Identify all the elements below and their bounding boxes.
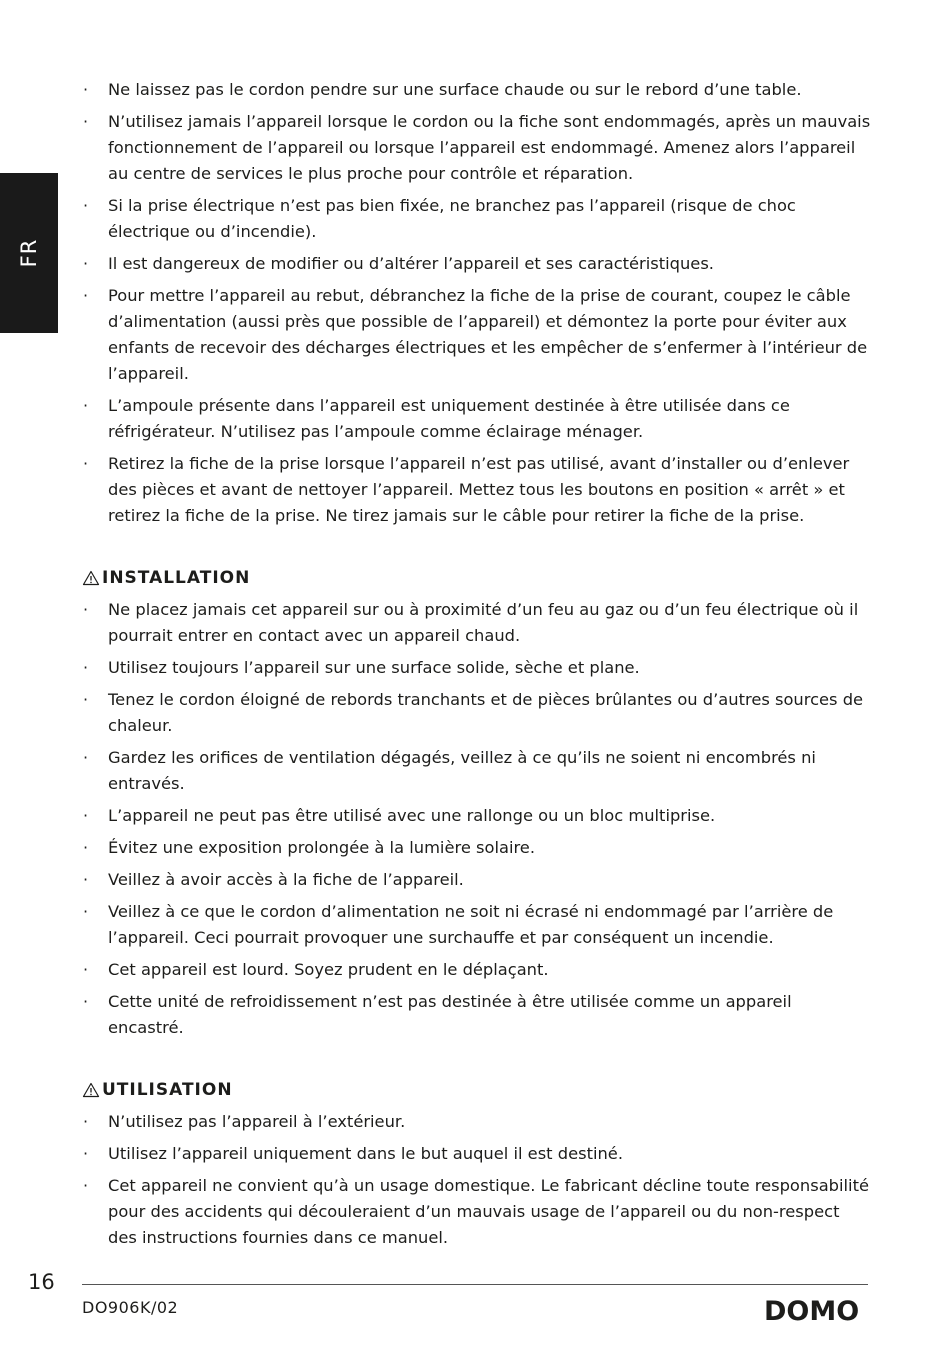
installation-list xyxy=(82,597,872,1041)
list-item: · Ne laissez pas le cordon pendre sur une surface chaude ou sur le rebord d’une table. xyxy=(82,77,872,103)
language-tab-label: FR xyxy=(17,238,41,268)
installation-heading-text: INSTALLATION xyxy=(102,568,251,588)
warning-triangle-icon xyxy=(82,1082,100,1098)
model-number: DO906K/02 xyxy=(82,1298,179,1317)
list-item: · Ne placez jamais cet appareil sur ou à proximité d’un feu au gaz ou d’un feu électrique où il pourrait entrer en contact avec un appareil chaud. xyxy=(82,597,872,649)
list-item: · Utilisez toujours l’appareil sur une surface solide, sèche et plane. xyxy=(82,655,872,681)
list-item: · N’utilisez pas l’appareil à l’extérieur. xyxy=(82,1109,872,1135)
list-item: · Utilisez l’appareil uniquement dans le but auquel il est destiné. xyxy=(82,1141,872,1167)
list-item: · Pour mettre l’appareil au rebut, débranchez la fiche de la prise de courant, coupez le câble d’alimentation (aussi près que possible de l’appareil) et démontez la porte pour éviter aux enfants de recevoir des décharges électriques et les empêcher de s’enfermer à l’intérieur de l’appareil. xyxy=(82,283,872,387)
installation-heading xyxy=(82,565,872,591)
list-item: · Veillez à ce que le cordon d’alimentation ne soit ni écrasé ni endommagé par l’arrière de l’appareil. Ceci pourrait provoquer une surchauffe et par conséquent un incendie. xyxy=(82,899,872,951)
list-item: · Retirez la fiche de la prise lorsque l’appareil n’est pas utilisé, avant d’installer ou d’enlever des pièces et avant de nettoyer l’appareil. Mettez tous les boutons en position « arrêt » et retirez la fiche de la prise. Ne tirez jamais sur le câble pour retirer la fiche de la prise. xyxy=(82,451,872,529)
utilisation-section xyxy=(82,1077,872,1251)
list-item: · Veillez à avoir accès à la fiche de l’appareil. xyxy=(82,867,872,893)
installation-section xyxy=(82,565,872,1041)
list-item: · Cet appareil est lourd. Soyez prudent en le déplaçant. xyxy=(82,957,872,983)
list-item: · Cette unité de refroidissement n’est pas destinée à être utilisée comme un appareil encastré. xyxy=(82,989,872,1041)
list-item: · Il est dangereux de modifier ou d’altérer l’appareil et ses caractéristiques. xyxy=(82,251,872,277)
page-number: 16 xyxy=(28,1270,55,1294)
list-item: · Gardez les orifices de ventilation dégagés, veillez à ce qu’ils ne soient ni encombrés ni entravés. xyxy=(82,745,872,797)
utilisation-list xyxy=(82,1109,872,1251)
list-item: · L’appareil ne peut pas être utilisé avec une rallonge ou un bloc multiprise. xyxy=(82,803,872,829)
warning-triangle-icon xyxy=(82,570,100,586)
footer-divider xyxy=(82,1284,868,1285)
brand-logo: DOMO xyxy=(764,1296,860,1327)
safety-list xyxy=(82,77,872,529)
utilisation-heading xyxy=(82,1077,872,1103)
language-tab xyxy=(0,173,58,333)
list-item: · L’ampoule présente dans l’appareil est uniquement destinée à être utilisée dans ce réfrigérateur. N’utilisez pas l’ampoule comme éclairage ménager. xyxy=(82,393,872,445)
list-item: · Si la prise électrique n’est pas bien fixée, ne branchez pas l’appareil (risque de choc électrique ou d’incendie). xyxy=(82,193,872,245)
list-item: · Tenez le cordon éloigné de rebords tranchants et de pièces brûlantes ou d’autres sources de chaleur. xyxy=(82,687,872,739)
list-item: · N’utilisez jamais l’appareil lorsque le cordon ou la fiche sont endommagés, après un mauvais fonctionnement de l’appareil ou lorsque l’appareil est endommagé. Amenez alors l’appareil au centre de services le plus proche pour contrôle et réparation. xyxy=(82,109,872,187)
utilisation-heading-text: UTILISATION xyxy=(102,1080,233,1100)
list-item: · Cet appareil ne convient qu’à un usage domestique. Le fabricant décline toute responsabilité pour des accidents qui découleraient d’un mauvais usage de l’appareil ou du non-respect des instructions fournies dans ce manuel. xyxy=(82,1173,872,1251)
list-item: · Évitez une exposition prolongée à la lumière solaire. xyxy=(82,835,872,861)
page-content xyxy=(82,77,872,1257)
